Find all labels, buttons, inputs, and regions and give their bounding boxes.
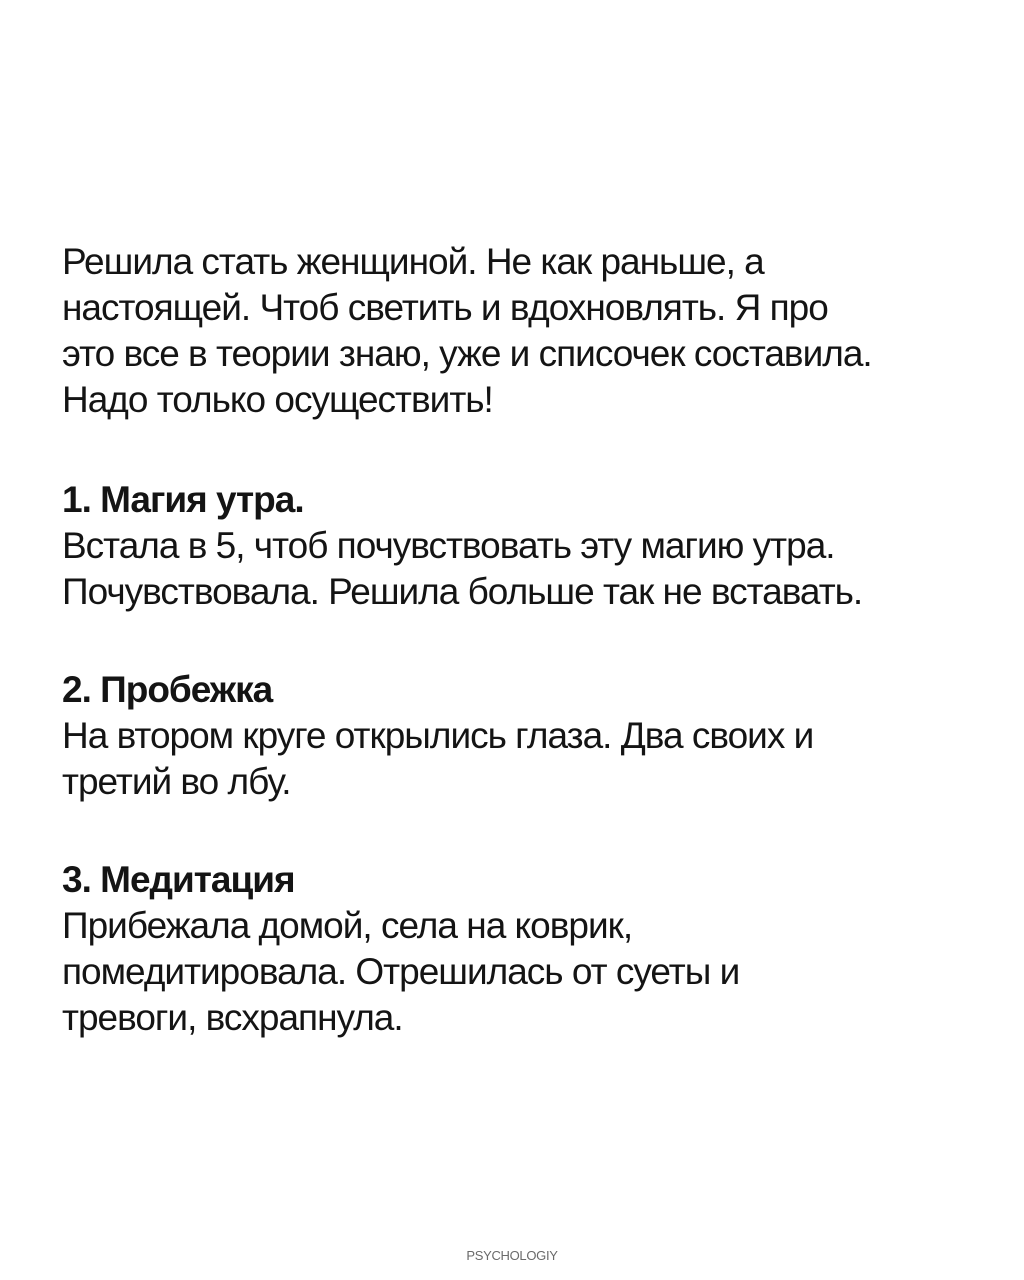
section-line: Прибежала домой, села на коврик, — [62, 905, 633, 946]
section-line: Почувствовала. Решила больше так не вставать. — [62, 571, 863, 612]
intro-line: настоящей. Чтоб светить и вдохновлять. Я про — [62, 287, 828, 328]
watermark: PSYCHOLOGIY — [466, 1248, 558, 1263]
section-line: На втором круге открылись глаза. Два своих и — [62, 715, 814, 756]
section-heading: 2. Пробежка — [62, 669, 273, 710]
intro-line: Решила стать женщиной. Не как раньше, а — [62, 241, 764, 282]
section-line: Встала в 5, чтоб почувствовать эту магию утра. — [62, 525, 835, 566]
intro-line: Надо только осуществить! — [62, 379, 493, 420]
section-line: третий во лбу. — [62, 761, 291, 802]
section-morning-magic — [62, 477, 982, 615]
section-line: тревоги, всхрапнула. — [62, 997, 403, 1038]
section-line: помедитировала. Отрешилась от суеты и — [62, 951, 740, 992]
intro-paragraph — [62, 239, 982, 423]
section-jogging — [62, 667, 982, 805]
section-meditation — [62, 857, 982, 1041]
intro-line: это все в теории знаю, уже и списочек составила. — [62, 333, 872, 374]
section-heading: 1. Магия утра. — [62, 479, 304, 520]
section-heading: 3. Медитация — [62, 859, 295, 900]
